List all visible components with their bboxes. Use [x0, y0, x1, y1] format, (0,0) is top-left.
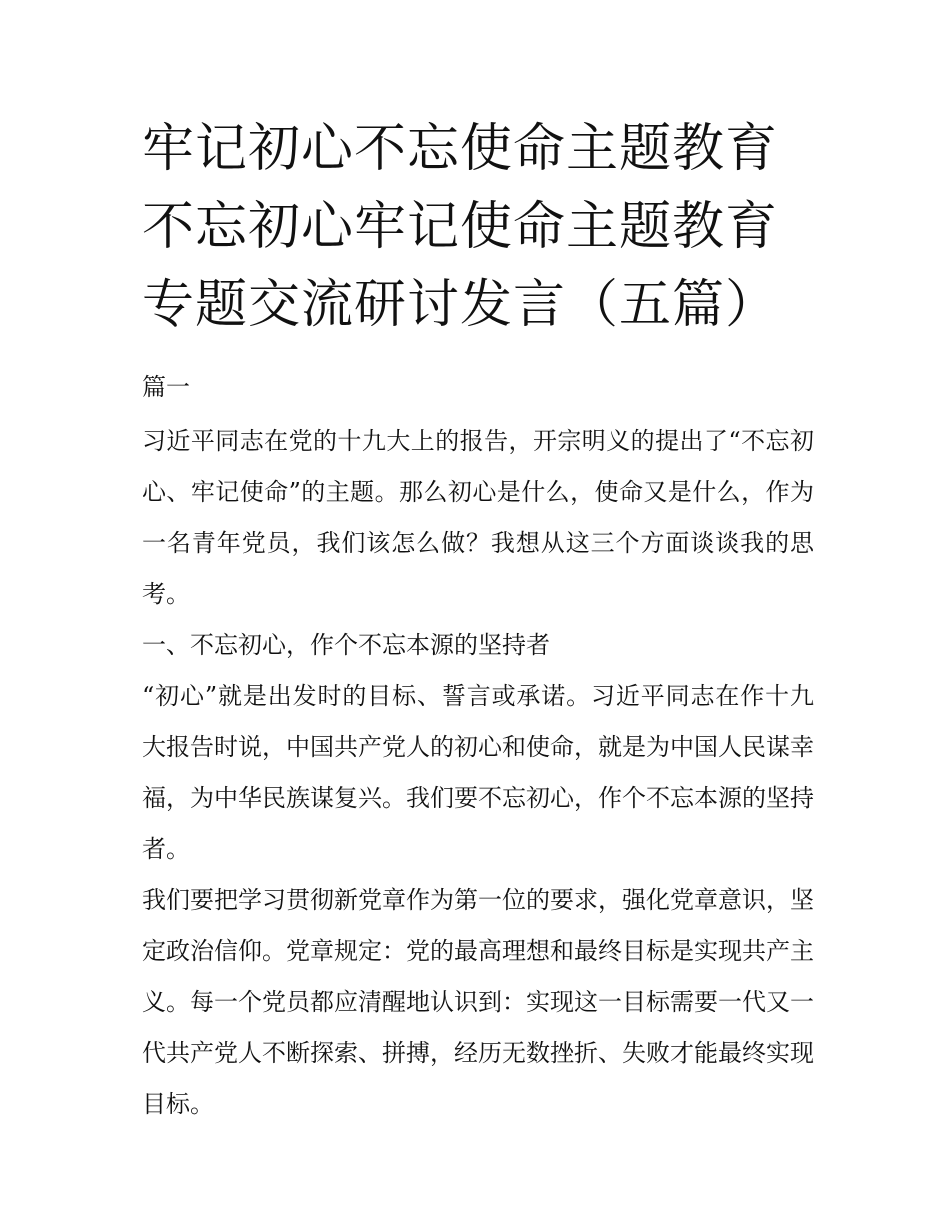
- document-page: [142, 110, 814, 1130]
- paragraph-party-charter: 我们要把学习贯彻新党章作为第一位的要求，强化党章意识，坚定政治信仰。党章规定：党的最高理想和最终目标是实现共产主义。每一个党员都应清醒地认识到：实现这一目标需要一代又一代共产党人不断探索、拼搏，经历无数挫折、失败才能最终实现目标。: [142, 886, 814, 1118]
- paragraph-initial-heart: “初心”就是出发时的目标、誓言或承诺。习近平同志在作十九大报告时说，中国共产党人的初心和使命，就是为中国人民谋幸福，为中华民族谋复兴。我们要不忘初心，作个不忘本源的坚持者。: [142, 682, 814, 863]
- document-title: 牢记初心不忘使命主题教育 不忘初心牢记使命主题教育专题交流研讨发言（五篇）: [142, 119, 779, 335]
- section-heading-1: 一、不忘初心，作个不忘本源的坚持者: [142, 631, 550, 659]
- paragraph-intro: 习近平同志在党的十九大上的报告，开宗明义的提出了“不忘初心、牢记使命”的主题。那么初心是什么，使命又是什么，作为一名青年党员，我们该怎么做？我想从这三个方面谈谈我的思考。: [142, 427, 814, 608]
- section-label: 篇一: [142, 373, 190, 401]
